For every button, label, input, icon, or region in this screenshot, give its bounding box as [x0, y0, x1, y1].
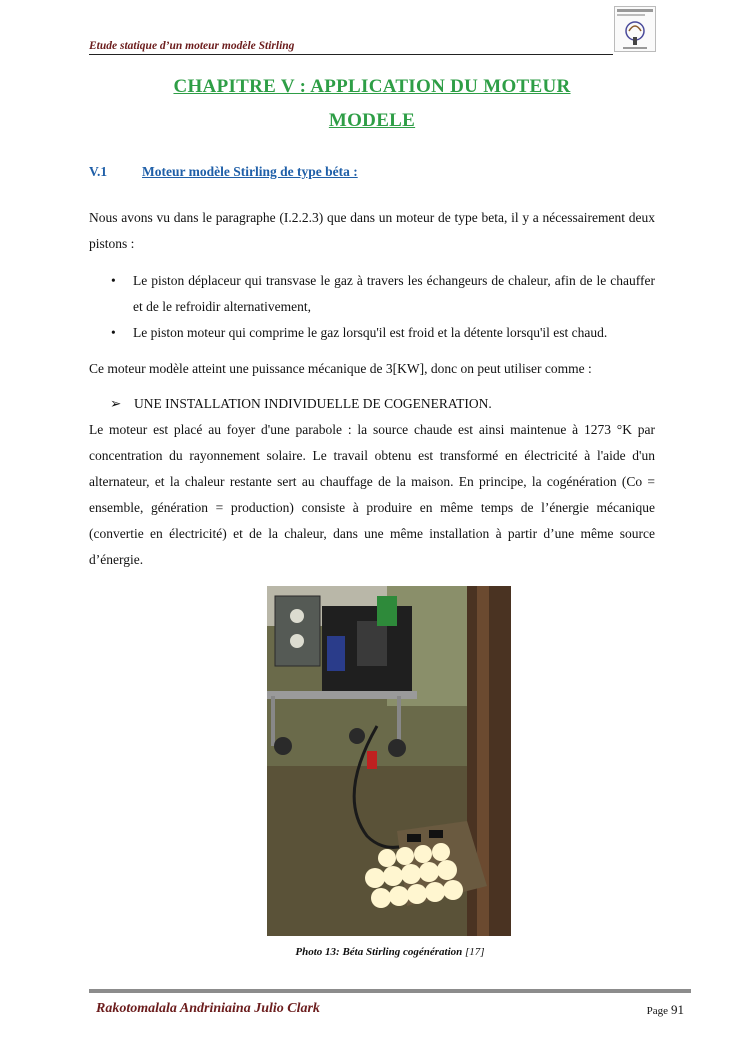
cogeneration-paragraph: Le moteur est placé au foyer d'une parabole : la source chaude est ainsi maintenue à 1273 °K par concentration du rayonnement solaire. Le travail obtenu est transformé en électricité à l'aide d'un alternateur, et la chaleur restante sert au chauffage de la maison. En principe, la cogénération (Co = ensemble, génération = production) consiste à produire en même temps de l’énergie mécanique (convertie en électricité) et de la chaleur, dans une même installation à partir d’une même source d’énergie. — [89, 422, 655, 567]
chapter-title — [89, 70, 655, 138]
list-item — [89, 320, 655, 346]
list-item-text: Le piston moteur qui comprime le gaz lorsqu'il est froid et la détente lorsqu'il est chaud. — [133, 325, 608, 340]
page-label: Page — [646, 1005, 668, 1017]
photo-caption — [89, 946, 691, 958]
list-item — [89, 268, 655, 320]
arrow-bullet-icon: ➢ — [110, 396, 122, 411]
section-title: Moteur modèle Stirling de type béta : — [142, 164, 358, 179]
caption-reference: [17] — [465, 946, 485, 958]
header-divider — [89, 54, 613, 55]
page-number-value: 91 — [671, 1002, 684, 1017]
caption-text: Photo 13: Béta Stirling cogénération — [295, 946, 463, 958]
section-heading — [89, 164, 358, 180]
bullet-icon: • — [111, 325, 116, 340]
arrow-item-text: UNE INSTALLATION INDIVIDUELLE DE COGENERATION. — [134, 396, 492, 411]
running-header: Etude statique d’un moteur modèle Stirling — [89, 40, 295, 52]
bullet-icon: • — [111, 273, 116, 288]
list-item-text: Le piston déplaceur qui transvase le gaz à travers les échangeurs de chaleur, afin de le chauffer et de le refroidir alternativement, — [133, 273, 655, 314]
page-number — [647, 1002, 684, 1018]
chapter-title-line2: MODELE — [328, 110, 416, 131]
stirling-cogeneration-photo — [267, 586, 511, 936]
intro-paragraph: Nous avons vu dans le paragraphe (I.2.2.3) que dans un moteur de type beta, il y a nécessairement deux pistons : — [89, 210, 655, 251]
arrow-list-item — [110, 393, 492, 415]
university-logo — [614, 6, 656, 52]
section-number: V.1 — [89, 164, 108, 179]
chapter-title-line1: CHAPITRE V : APPLICATION DU MOTEUR — [173, 76, 571, 97]
piston-list — [89, 268, 655, 346]
power-paragraph: Ce moteur modèle atteint une puissance mécanique de 3[KW], donc on peut utiliser comme : — [89, 361, 592, 376]
footer-divider — [89, 989, 691, 993]
footer-author: Rakotomalala Andriniaina Julio Clark — [96, 1001, 320, 1016]
